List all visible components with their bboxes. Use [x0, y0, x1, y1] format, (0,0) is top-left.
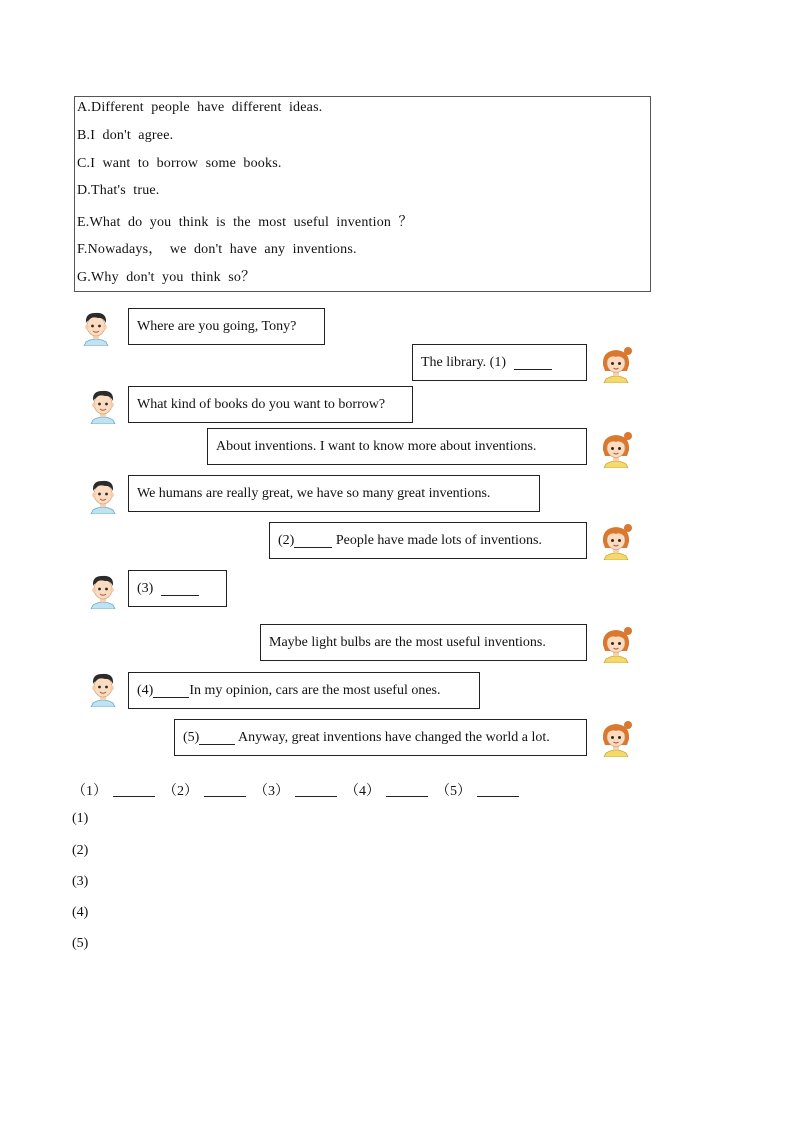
boy-avatar-icon	[85, 571, 121, 609]
answer-row	[72, 780, 527, 800]
dialogue-bubble-8	[260, 624, 587, 661]
explanation-line-5: (5)	[72, 936, 89, 951]
dialogue-number: (3)	[137, 580, 157, 596]
answer-blank-1[interactable]	[514, 355, 552, 370]
explanation-line-1: (1)	[72, 811, 89, 826]
answer-label-5: （5）	[436, 784, 471, 799]
answer-field-2[interactable]	[204, 784, 246, 797]
dialogue-text: What kind of books do you want to borrow?	[137, 396, 386, 412]
dialogue-bubble-2	[412, 344, 587, 381]
dialogue-bubble-3	[128, 386, 413, 423]
answer-blank-4[interactable]	[153, 683, 189, 698]
dialogue-bubble-6	[269, 522, 587, 559]
explanation-line-4: (4)	[72, 905, 89, 920]
dialogue-number: (2)	[278, 532, 295, 548]
dialogue-number: (5)	[183, 729, 200, 745]
dialogue-bubble-10	[174, 719, 587, 756]
girl-avatar-icon	[598, 345, 634, 383]
girl-avatar-icon	[598, 719, 634, 757]
option-e: E.What do you think is the most useful invention ？	[77, 215, 413, 230]
dialogue-bubble-9	[128, 672, 480, 709]
dialogue-number: (4)	[137, 682, 154, 698]
answer-field-4[interactable]	[386, 784, 428, 797]
boy-avatar-icon	[78, 308, 114, 346]
girl-avatar-icon	[598, 430, 634, 468]
answer-field-3[interactable]	[295, 784, 337, 797]
dialogue-text: Where are you going, Tony?	[137, 318, 297, 334]
explanation-line-3: (3)	[72, 874, 89, 889]
option-d: D.That's true.	[77, 183, 160, 198]
dialogue-bubble-7	[128, 570, 227, 607]
answer-blank-2[interactable]	[294, 533, 332, 548]
option-c: C.I want to borrow some books.	[77, 156, 282, 171]
boy-avatar-icon	[85, 669, 121, 707]
dialogue-text: In my opinion, cars are the most useful ones.	[189, 682, 441, 698]
dialogue-text: About inventions. I want to know more about inventions.	[216, 438, 537, 454]
answer-field-5[interactable]	[477, 784, 519, 797]
answer-label-3: （3）	[254, 784, 289, 799]
option-f: F.Nowadays， we don't have any inventions.	[77, 242, 357, 257]
dialogue-text: People have made lots of inventions.	[332, 532, 542, 548]
dialogue-bubble-4	[207, 428, 587, 465]
dialogue-bubble-5	[128, 475, 540, 512]
girl-avatar-icon	[598, 625, 634, 663]
answer-label-1: （1）	[72, 784, 107, 799]
option-a: A.Different people have different ideas.	[77, 100, 323, 115]
boy-avatar-icon	[85, 386, 121, 424]
dialogue-bubble-1	[128, 308, 325, 345]
option-b: B.I don't agree.	[77, 128, 174, 143]
answer-blank-3[interactable]	[161, 581, 199, 596]
explanation-line-2: (2)	[72, 843, 89, 858]
boy-avatar-icon	[85, 476, 121, 514]
answer-blank-5[interactable]	[199, 730, 235, 745]
dialogue-text: We humans are really great, we have so many great inventions.	[137, 485, 491, 501]
dialogue-text: The library. (1)	[421, 354, 510, 370]
dialogue-text: Maybe light bulbs are the most useful inventions.	[269, 634, 546, 650]
options-box	[74, 96, 651, 292]
answer-field-1[interactable]	[113, 784, 155, 797]
girl-avatar-icon	[598, 522, 634, 560]
dialogue-text: Anyway, great inventions have changed the world a lot.	[235, 729, 550, 745]
answer-label-2: （2）	[163, 784, 198, 799]
option-g: G.Why don't you think so？	[77, 270, 256, 285]
answer-label-4: （4）	[345, 784, 380, 799]
